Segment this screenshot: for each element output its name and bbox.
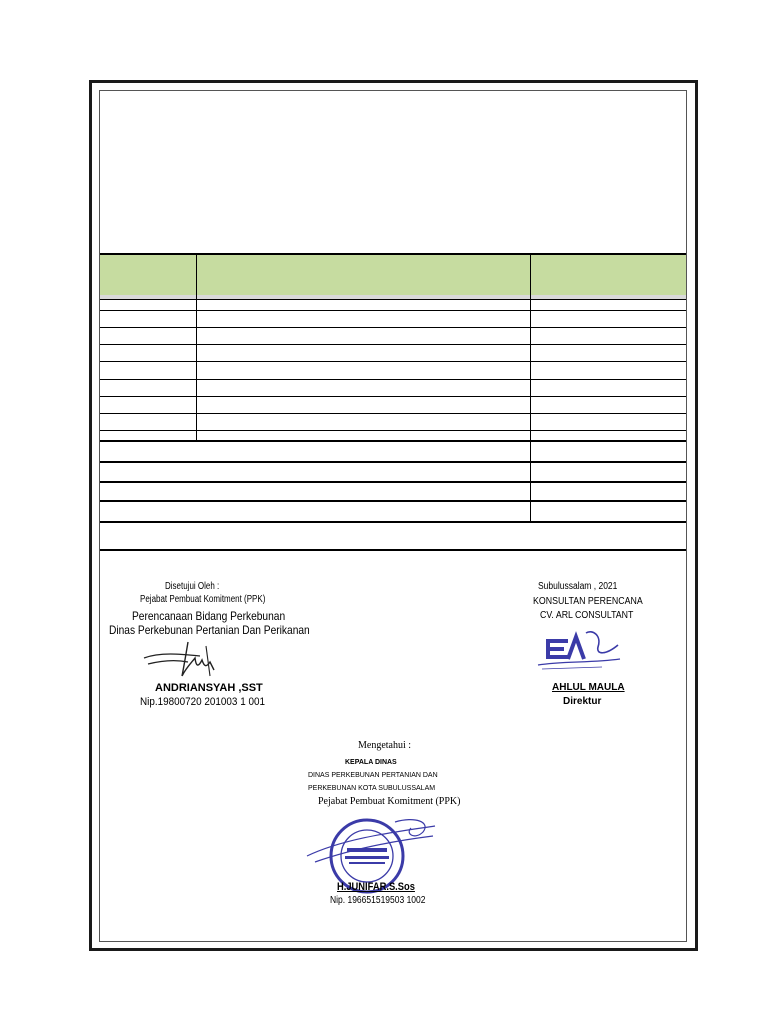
approval-center-office: DINAS PERKEBUNAN PERTANIAN DAN xyxy=(308,772,438,779)
table-column-line xyxy=(196,253,197,440)
table-row-line xyxy=(100,299,686,300)
table-header-row xyxy=(100,255,686,295)
table-column-line xyxy=(530,253,531,522)
approval-left-field: Perencanaan Bidang Perkebunan xyxy=(132,609,286,623)
table-bottom-line xyxy=(100,549,686,551)
table-row-line xyxy=(100,500,686,502)
approval-center-office-city: PERKEBUNAN KOTA SUBULUSSALAM xyxy=(308,785,436,792)
table-row-line xyxy=(100,481,686,483)
signature-left xyxy=(140,636,230,680)
approval-right-title: Direktur xyxy=(563,696,602,707)
table-row-line xyxy=(100,310,686,311)
table-row-line xyxy=(100,344,686,345)
company-stamp-signature xyxy=(532,625,627,677)
table-top-line xyxy=(100,253,686,255)
table-row-line xyxy=(100,440,686,442)
table-row-line xyxy=(100,361,686,362)
approval-right-company: CV. ARL CONSULTANT xyxy=(540,610,634,621)
approval-right-date: Subulussalam , 2021 xyxy=(538,581,618,592)
approval-right-name: AHLUL MAULA xyxy=(552,682,625,693)
approval-left-label: Disetujui Oleh : xyxy=(165,581,220,592)
table-row-line xyxy=(100,379,686,380)
approval-center-role: Pejabat Pembuat Komitment (PPK) xyxy=(318,796,461,807)
approval-center-nip: Nip. 196651519503 1002 xyxy=(330,895,426,906)
approval-left-office: Dinas Perkebunan Pertanian Dan Perikanan xyxy=(109,623,310,637)
approval-left-name: ANDRIANSYAH ,SST xyxy=(155,682,263,694)
approval-left-position: Pejabat Pembuat Komitment (PPK) xyxy=(140,594,266,605)
table-row-line xyxy=(100,396,686,397)
table-row-line xyxy=(100,413,686,414)
table-row-line xyxy=(100,327,686,328)
approval-center-label: Mengetahui : xyxy=(358,740,412,751)
approval-right-role: KONSULTAN PERENCANA xyxy=(533,596,643,607)
approval-center-position: KEPALA DINAS xyxy=(345,759,397,766)
table-row-line xyxy=(100,521,686,523)
approval-left-nip: Nip.19800720 201003 1 001 xyxy=(140,696,265,708)
table-row-line xyxy=(100,430,686,431)
table-row-line xyxy=(100,461,686,463)
approval-center-name: H.JUNIFAR.S.Sos xyxy=(337,881,415,893)
